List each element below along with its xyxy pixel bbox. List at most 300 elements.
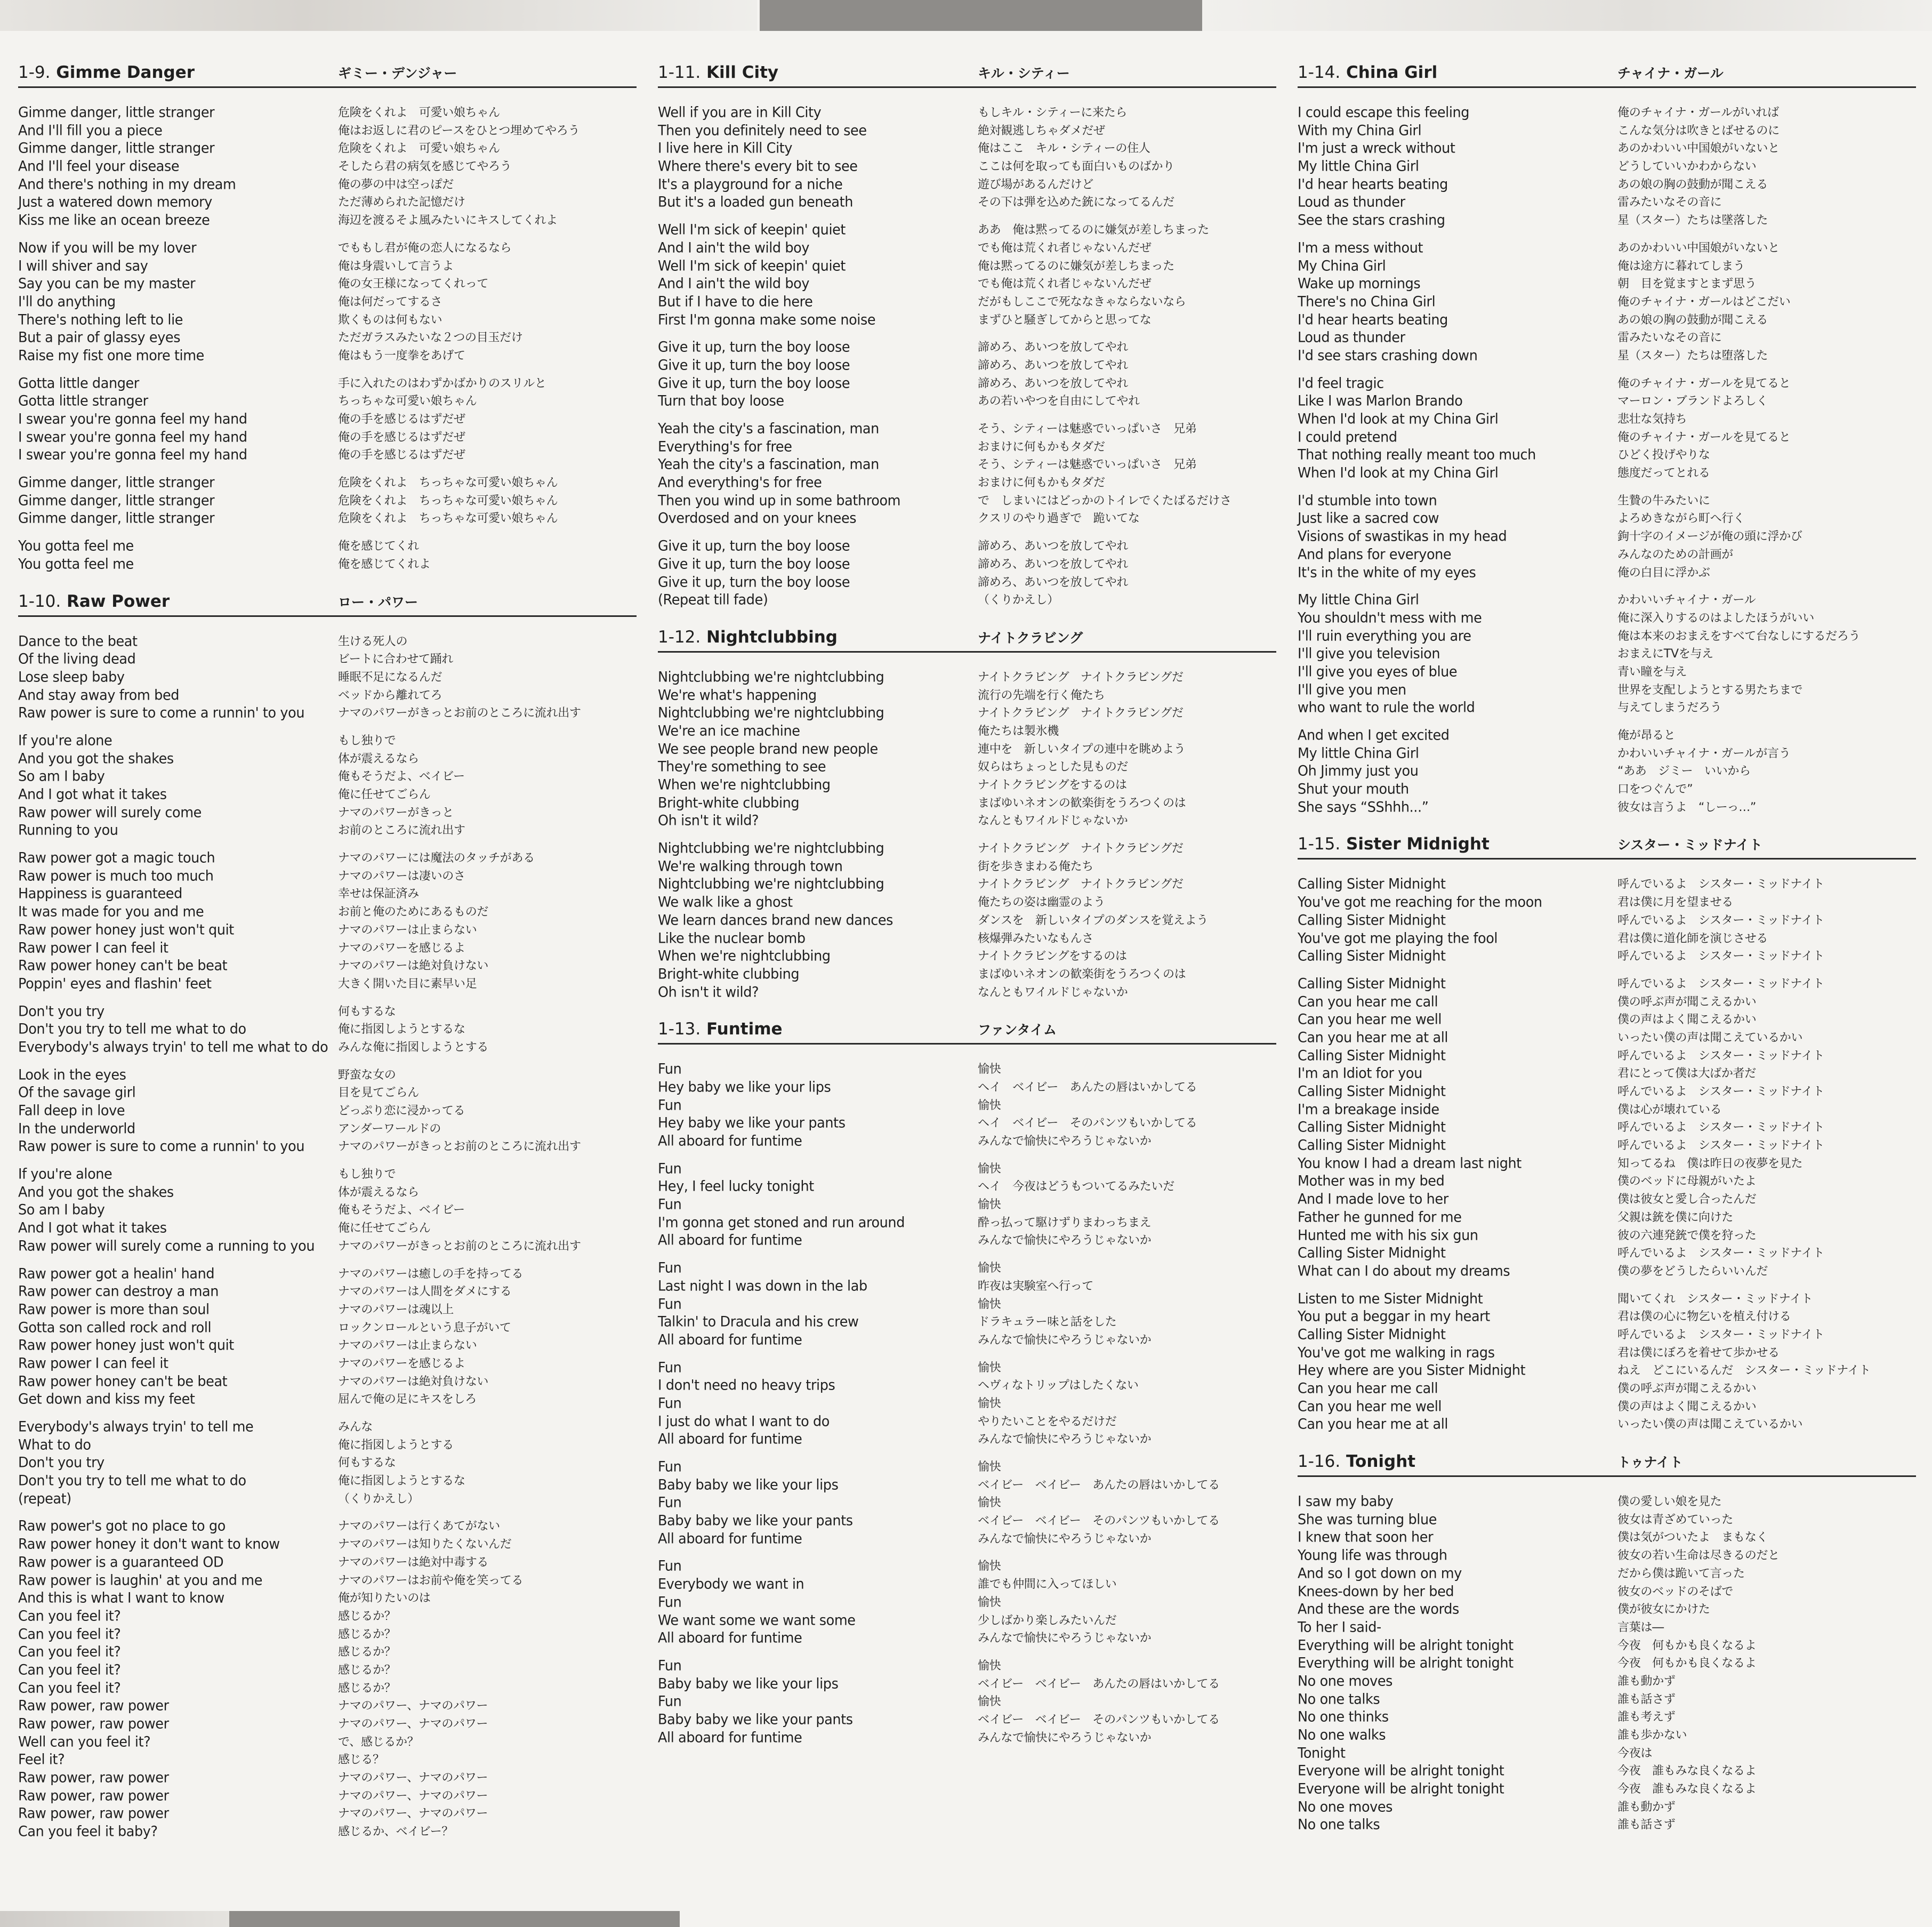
lyric-japanese: そう、シティーは魅惑でいっぱいさ 兄弟	[978, 458, 1197, 472]
lyric-english: Everything will be alright tonight	[1298, 1636, 1514, 1654]
lyric-english: Give it up, turn the boy loose	[658, 339, 850, 356]
lyric-english: Baby baby we like your pants	[658, 1711, 853, 1728]
lyric-japanese: 彼の六連発銃で僕を狩った	[1617, 1229, 1757, 1242]
lyric-line	[658, 438, 1276, 456]
song-title	[1298, 834, 1617, 854]
lyric-line	[658, 1657, 1276, 1675]
lyric-line	[1298, 591, 1916, 609]
lyric-line	[1298, 1798, 1916, 1817]
lyric-japanese: そう、シティーは魅惑でいっぱいさ 兄弟	[978, 422, 1197, 436]
lyric-japanese: よろめきながら町へ行く	[1617, 512, 1745, 526]
lyric-line	[658, 1359, 1276, 1377]
lyric-line	[658, 894, 1276, 912]
lyric-line	[18, 239, 637, 258]
lyric-english: Raw power is much too much	[18, 867, 214, 885]
lyric-english: Calling Sister Midnight	[1298, 911, 1446, 929]
lyric-line	[1298, 510, 1916, 528]
lyric-line	[658, 556, 1276, 574]
lyric-english: Raw power honey can't be beat	[18, 1372, 228, 1390]
lyric-japanese: まばゆいネオンの歓楽街をうろつくのは	[978, 967, 1186, 981]
lyric-english: (Repeat till fade)	[658, 591, 768, 609]
lyric-line	[18, 1166, 637, 1184]
lyric-japanese: ナマのパワーは止まらない	[338, 923, 477, 937]
lyrics-column-2	[658, 63, 1276, 1765]
lyric-line	[1298, 1493, 1916, 1511]
lyric-japanese: あのかわいい中国娘がいないと	[1617, 241, 1780, 255]
lyric-english: Raw power is laughin' at you and me	[18, 1571, 263, 1589]
lyric-japanese: 俺の白目に浮かぶ	[1617, 566, 1710, 580]
lyric-english: Knees-down by her bed	[1298, 1583, 1454, 1600]
lyric-japanese: 何もするな	[338, 1005, 396, 1018]
verse	[658, 339, 1276, 411]
lyric-japanese: 諦めろ、あいつを放してやれ	[978, 358, 1129, 372]
lyric-line	[658, 722, 1276, 741]
lyric-english: Fun	[658, 1494, 682, 1512]
lyric-japanese: （くりかえし）	[978, 593, 1059, 607]
lyric-line	[658, 812, 1276, 830]
lyric-japanese: ナマのパワー、ナマのパワー	[338, 1771, 488, 1785]
lyric-japanese: 俺たちの姿は幽霊のよう	[978, 896, 1105, 910]
verse	[18, 1418, 637, 1508]
lyric-line	[1298, 411, 1916, 429]
lyric-japanese: 僕の呼ぶ声が聞こえるかい	[1617, 1382, 1757, 1395]
lyric-japanese: でも俺は荒くれ者じゃないんだぜ	[978, 277, 1152, 291]
lyric-line	[658, 1476, 1276, 1495]
lyric-japanese: 僕の声はよく聞こえるかい	[1617, 1013, 1757, 1027]
lyric-english: Then you wind up in some bathroom	[658, 492, 901, 509]
lyric-japanese: アンダーワールドの	[338, 1122, 441, 1136]
lyric-line	[18, 786, 637, 804]
song-header	[1298, 1452, 1916, 1477]
lyric-line	[1298, 375, 1916, 393]
verse	[1298, 375, 1916, 483]
lyric-japanese: 諦めろ、あいつを放してやれ	[978, 376, 1129, 390]
lyric-line	[658, 420, 1276, 438]
lyric-line	[658, 1133, 1276, 1151]
lyric-english: To her I said-	[1298, 1618, 1381, 1636]
lyric-english: She says “SShhh...”	[1298, 798, 1429, 816]
lyric-line	[658, 1395, 1276, 1413]
lyric-japanese: ナマのパワーはお前や俺を笑ってる	[338, 1573, 524, 1587]
lyric-line	[18, 176, 637, 194]
lyric-japanese: 何もするな	[338, 1456, 396, 1470]
lyric-japanese: 僕のベッドに母親がいたよ	[1617, 1175, 1757, 1189]
lyric-english: Can you hear me well	[1298, 1398, 1442, 1415]
lyric-line	[18, 1787, 637, 1805]
lyric-japanese: みんなで愉快にやろうじゃないか	[978, 1731, 1152, 1745]
lyric-line	[658, 741, 1276, 759]
lyric-japanese: あの娘の胸の鼓動が聞こえる	[1617, 313, 1768, 327]
lyric-english: It's a playground for a niche	[658, 175, 843, 193]
lyric-english: Fun	[658, 1196, 682, 1213]
lyric-line	[18, 822, 637, 840]
lyric-japanese: ねえ どこにいるんだ シスター・ミッドナイト	[1617, 1364, 1871, 1378]
lyric-english: And when I get excited	[1298, 727, 1450, 744]
lyric-english: Raw power is a guaranteed OD	[18, 1553, 224, 1571]
lyric-japanese: で しまいにはどっかのトイレでくたばるだけさ	[978, 494, 1231, 508]
lyric-japanese: ナイトクラビングをするのは	[978, 778, 1127, 792]
lyric-japanese: ただガラスみたいな２つの目玉だけ	[338, 331, 523, 345]
verse	[658, 1259, 1276, 1349]
lyric-line	[18, 1003, 637, 1021]
lyric-english: Can you feel it baby?	[18, 1823, 158, 1840]
lyric-line	[658, 1576, 1276, 1594]
lyric-line	[18, 687, 637, 705]
lyric-japanese: 今夜は	[1617, 1746, 1653, 1760]
lyric-line	[658, 510, 1276, 528]
lyric-japanese: 愉快	[978, 1460, 1001, 1474]
lyric-english: Get down and kiss my feet	[18, 1391, 195, 1408]
song-title-japanese: シスター・ミッドナイト	[1617, 837, 1763, 853]
lyric-line	[1298, 912, 1916, 930]
lyric-japanese: 今夜 何もかも良くなるよ	[1617, 1639, 1757, 1652]
lyric-line	[1298, 1673, 1916, 1691]
lyric-japanese: 俺のチャイナ・ガールを見てると	[1617, 430, 1791, 444]
lyric-japanese: 星（スター）たちは墜落した	[1617, 214, 1768, 228]
lyric-english: Everybody's always tryin' to tell me what to do	[18, 1038, 328, 1056]
lyric-line	[18, 104, 637, 122]
lyric-line	[658, 1160, 1276, 1178]
lyric-japanese: お前のところに流れ出す	[338, 824, 465, 838]
lyric-line	[1298, 1691, 1916, 1709]
lyric-japanese: 君にとって僕は大ばか者だ	[1617, 1067, 1756, 1081]
lyric-english: And these are the words	[1298, 1601, 1459, 1618]
lyric-english: All aboard for funtime	[658, 1629, 802, 1647]
verse	[18, 732, 637, 840]
lyric-line	[18, 1680, 637, 1698]
lyric-english: Can you feel it?	[18, 1679, 121, 1697]
track-number: 1-9.	[18, 63, 51, 82]
lyric-english: (repeat)	[18, 1490, 71, 1507]
lyric-japanese: まずひと騒ぎしてからと思ってな	[978, 313, 1152, 327]
lyric-japanese: ナマのパワーは知りたくないんだ	[338, 1538, 512, 1552]
lyric-english: Raw power honey just won't quit	[18, 1337, 234, 1354]
lyric-japanese: 君は僕に月を望ませる	[1617, 896, 1734, 910]
lyric-english: See the stars crashing	[1298, 212, 1445, 229]
lyric-line	[18, 1265, 637, 1283]
lyric-japanese: みんなで愉快にやろうじゃないか	[978, 1333, 1152, 1347]
lyric-japanese: 絶対観逃しちゃダメだぜ	[978, 124, 1105, 138]
lyric-english: They're something to see	[658, 758, 826, 776]
lyric-line	[1298, 311, 1916, 330]
lyric-english: Look in the eyes	[18, 1066, 126, 1083]
lyric-english: Can you hear me at all	[1298, 1029, 1448, 1046]
lyric-japanese: でももし君が俺の恋人になるなら	[338, 241, 512, 255]
song-title-text: Sister Midnight	[1346, 834, 1490, 854]
lyric-english: Raw power got a healin' hand	[18, 1265, 215, 1282]
lyric-japanese: 愉快	[978, 1262, 1001, 1275]
lyric-line	[1298, 1244, 1916, 1263]
lyric-line	[1298, 1780, 1916, 1798]
lyric-english: Hey baby we like your lips	[658, 1078, 831, 1096]
lyric-line	[18, 1643, 637, 1661]
verse	[658, 221, 1276, 329]
lyric-line	[658, 1458, 1276, 1476]
lyric-english: Raw power, raw power	[18, 1769, 169, 1786]
lyric-japanese: ベイビー ベイビー そのパンツもいかしてる	[978, 1713, 1220, 1727]
verse	[1298, 1290, 1916, 1434]
track-number: 1-11.	[658, 63, 701, 82]
lyric-japanese: おまえにTVを与え	[1617, 647, 1713, 661]
lyric-japanese: クスリのやり過ぎで 跪いてな	[978, 512, 1140, 526]
lyric-japanese: 悲壮な気持ち	[1617, 413, 1687, 426]
lyric-english: Gimme danger, little stranger	[18, 140, 215, 157]
lyric-line	[18, 1391, 637, 1409]
song-block	[658, 628, 1276, 1001]
lyric-japanese: 青い瞳を与え	[1617, 665, 1687, 679]
lyric-japanese: ナイトクラビング ナイトクラビングだ	[978, 670, 1184, 684]
lyric-japanese: 愉快	[978, 1063, 1001, 1077]
lyric-line	[658, 392, 1276, 411]
lyric-line	[1298, 894, 1916, 912]
lyric-english: Overdosed and on your knees	[658, 510, 857, 527]
lyric-japanese: 今夜 誰もみな良くなるよ	[1617, 1764, 1757, 1778]
lyric-line	[658, 1693, 1276, 1711]
lyric-japanese: 愉快	[978, 1098, 1001, 1112]
lyric-japanese: 俺は何だってするさ	[338, 295, 442, 309]
lyric-english: You gotta feel me	[18, 555, 134, 573]
lyric-english: We learn dances brand new dances	[658, 911, 893, 929]
lyric-english: It's in the white of my eyes	[1298, 564, 1476, 581]
song-title-japanese: ロー・パワー	[338, 594, 418, 610]
lyric-line	[18, 311, 637, 330]
lyric-english: There's no China Girl	[1298, 293, 1436, 310]
lyric-english: I could escape this feeling	[1298, 104, 1470, 121]
lyric-english: Everyone will be alright tonight	[1298, 1762, 1504, 1780]
lyric-japanese: 危険をくれよ 可愛い娘ちゃん	[338, 106, 500, 119]
bottom-gray-bar	[229, 1911, 680, 1927]
lyric-japanese: 彼女の若い生命は尽きるのだと	[1617, 1549, 1780, 1563]
lyric-japanese: 僕の呼ぶ声が聞こえるかい	[1617, 995, 1757, 1009]
lyric-japanese: 誰でも仲間に入ってほしい	[978, 1578, 1117, 1592]
lyric-japanese: 遊び場があるんだけど	[978, 178, 1094, 191]
lyric-japanese: 野蛮な女の	[338, 1068, 396, 1082]
lyric-japanese: 雷みたいなその音に	[1617, 196, 1722, 210]
lyric-japanese: 知ってるね 僕は昨日の夜夢を見た	[1617, 1157, 1803, 1170]
lyric-line	[658, 311, 1276, 330]
lyric-line	[18, 158, 637, 176]
lyric-japanese: ナマのパワーを感じるよ	[338, 941, 465, 955]
lyric-line	[658, 1494, 1276, 1512]
lyric-line	[658, 876, 1276, 894]
lyric-japanese: ナマのパワーには魔法のタッチがある	[338, 852, 535, 865]
lyric-line	[18, 474, 637, 492]
lyric-line	[18, 750, 637, 768]
lyric-japanese: 俺のチャイナ・ガールがいれば	[1617, 106, 1779, 119]
lyric-japanese: （くりかえし）	[338, 1492, 419, 1506]
lyric-english: Raw power honey can't be beat	[18, 957, 228, 975]
track-number: 1-12.	[658, 627, 701, 647]
lyric-japanese: なんともワイルドじゃないか	[978, 814, 1128, 828]
lyric-line	[1298, 762, 1916, 781]
lyric-english: Raw power, raw power	[18, 1787, 169, 1804]
lyric-japanese: どうしていいかわからない	[1617, 160, 1757, 174]
lyric-line	[658, 1196, 1276, 1214]
lyric-english: And plans for everyone	[1298, 545, 1452, 563]
lyric-line	[1298, 993, 1916, 1011]
verse	[1298, 876, 1916, 965]
lyric-japanese: ここは何を取っても面白いものばかり	[978, 160, 1174, 174]
lyric-english: Can you feel it?	[18, 1643, 121, 1661]
lyric-english: Fun	[658, 1458, 682, 1475]
lyric-english: We're walking through town	[658, 857, 843, 875]
lyric-line	[18, 1184, 637, 1202]
lyric-english: Calling Sister Midnight	[1298, 1083, 1446, 1100]
lyric-english: I'm just a wreck without	[1298, 140, 1455, 157]
lyric-japanese: 俺の手を感じるはずだぜ	[338, 413, 465, 426]
lyric-english: Raw power is sure to come a runnin' to you	[18, 704, 305, 722]
lyric-line	[18, 1517, 637, 1536]
lyric-line	[18, 537, 637, 556]
lyric-line	[1298, 1362, 1916, 1380]
lyric-english: Then you definitely need to see	[658, 122, 867, 139]
lyric-english: Where there's every bit to see	[658, 158, 858, 175]
lyric-line	[18, 633, 637, 651]
lyric-english: What to do	[18, 1436, 91, 1454]
lyric-japanese: ナマのパワー、ナマのパワー	[338, 1699, 488, 1713]
verse	[658, 1359, 1276, 1449]
lyric-english: And so I got down on my	[1298, 1564, 1462, 1582]
lyric-line	[18, 1066, 637, 1085]
lyric-line	[18, 375, 637, 393]
lyric-line	[658, 1114, 1276, 1133]
lyric-english: I knew that soon her	[1298, 1529, 1434, 1546]
lyric-line	[1298, 546, 1916, 564]
lyric-english: who want to rule the world	[1298, 699, 1475, 717]
lyric-line	[18, 1661, 637, 1680]
song-block	[1298, 1452, 1916, 1834]
lyric-japanese: ナマのパワーは止まらない	[338, 1339, 477, 1353]
lyric-japanese: 感じるか、ベイビー？	[338, 1825, 454, 1839]
lyric-japanese: あのかわいい中国娘がいないと	[1617, 142, 1780, 156]
lyric-line	[1298, 1101, 1916, 1119]
song-title-japanese: ギミー・デンジャー	[338, 66, 457, 81]
lyric-line	[658, 239, 1276, 258]
lyric-english: And I'll feel your disease	[18, 158, 180, 175]
lyric-line	[658, 930, 1276, 948]
lyric-line	[18, 804, 637, 822]
top-gray-bar	[760, 0, 1202, 31]
lyric-japanese: 俺もそうだよ、ベイビー	[338, 770, 465, 784]
lyric-line	[1298, 1655, 1916, 1673]
lyric-english: So am I baby	[18, 1201, 105, 1219]
lyric-japanese: ヘイ 今夜はどうもついてるみたいだ	[978, 1180, 1174, 1194]
song-title-text: Funtime	[706, 1019, 783, 1039]
lyric-line	[658, 1178, 1276, 1196]
verse	[18, 849, 637, 993]
lyric-english: Well can you feel it?	[18, 1733, 151, 1751]
lyric-english: Calling Sister Midnight	[1298, 876, 1446, 893]
lyric-english: Bright-white clubbing	[658, 794, 800, 812]
lyric-english: I'd hear hearts beating	[1298, 311, 1448, 328]
lyric-japanese: 諦めろ、あいつを放してやれ	[978, 540, 1129, 553]
lyric-japanese: で、感じるか？	[338, 1735, 419, 1749]
lyric-english: No one moves	[1298, 1798, 1393, 1816]
lyric-english: We're what's happening	[658, 686, 817, 704]
lyric-english: Fun	[658, 1096, 682, 1114]
lyric-japanese: 雷みたいなその音に	[1617, 331, 1722, 345]
lyric-english: If you're alone	[18, 732, 112, 749]
lyric-english: We're an ice machine	[658, 722, 800, 740]
lyric-japanese: みんなで愉快にやろうじゃないか	[978, 1532, 1152, 1546]
lyric-english: Fun	[658, 1557, 682, 1575]
lyric-line	[1298, 1011, 1916, 1029]
lyric-english: Raw power's got no place to go	[18, 1517, 226, 1535]
lyric-japanese: ナイトクラビングをするのは	[978, 950, 1127, 964]
lyric-english: She was turning blue	[1298, 1511, 1437, 1528]
lyric-japanese: ナマのパワーは癒しの手を持ってる	[338, 1267, 524, 1281]
lyric-japanese: 奴らはちょっとした見ものだ	[978, 760, 1129, 774]
lyric-japanese: 僕は彼女と愛し合ったんだ	[1617, 1193, 1757, 1207]
lyric-line	[658, 158, 1276, 176]
lyric-line	[18, 868, 637, 886]
lyric-japanese: ナマのパワーは魂以上	[338, 1303, 454, 1316]
lyric-line	[18, 704, 637, 722]
lyric-japanese: 誰も動かず	[1617, 1800, 1676, 1814]
lyric-japanese: 父親は銃を僕に向けた	[1617, 1210, 1734, 1224]
lyric-english: And I made love to her	[1298, 1191, 1448, 1208]
song-header	[18, 592, 637, 617]
lyric-line	[18, 885, 637, 903]
lyric-japanese: ナイトクラビング ナイトクラビングだ	[978, 842, 1184, 856]
lyric-japanese: やりたいことをやるだけだ	[978, 1415, 1117, 1428]
lyric-line	[1298, 1601, 1916, 1619]
lyric-japanese: 俺は身震いして言うよ	[338, 259, 454, 273]
song-title-text: Gimme Danger	[56, 63, 195, 82]
lyric-japanese: 呼んでいるよ シスター・ミッドナイト	[1617, 913, 1824, 927]
lyric-english: Baby baby we like your lips	[658, 1675, 839, 1692]
lyric-japanese: 呼んでいるよ シスター・ミッドナイト	[1617, 1247, 1824, 1260]
lyric-line	[658, 492, 1276, 510]
lyric-line	[658, 1530, 1276, 1548]
lyric-line	[1298, 663, 1916, 681]
lyric-english: All aboard for funtime	[658, 1331, 802, 1348]
verse	[18, 633, 637, 722]
lyric-japanese: ナマのパワーは絶対中毒する	[338, 1555, 489, 1569]
lyric-japanese: ナマのパワーを感じるよ	[338, 1356, 465, 1370]
lyric-line	[658, 537, 1276, 556]
lyric-english: Raw power, raw power	[18, 1715, 169, 1732]
verse	[1298, 239, 1916, 365]
lyric-english: Yeah the city's a fascination, man	[658, 456, 879, 473]
lyric-english: And this is what I want to know	[18, 1589, 224, 1607]
lyric-line	[658, 1278, 1276, 1296]
lyric-line	[18, 1769, 637, 1787]
lyric-line	[658, 258, 1276, 276]
track-number: 1-16.	[1298, 1452, 1341, 1472]
lyric-english: You shouldn't mess with me	[1298, 609, 1482, 627]
lyric-english: When we're nightclubbing	[658, 776, 831, 793]
lyric-japanese: 生ける死人の	[338, 635, 408, 648]
lyric-english: My China Girl	[1298, 257, 1386, 275]
lyric-line	[1298, 464, 1916, 483]
song-title-japanese: キル・シティー	[978, 66, 1070, 81]
lyric-japanese: ナイトクラビング ナイトクラビングだ	[978, 706, 1184, 720]
lyric-line	[1298, 1173, 1916, 1191]
track-number: 1-10.	[18, 591, 61, 611]
lyric-japanese: みんな	[338, 1420, 373, 1434]
verse	[658, 420, 1276, 528]
lyric-japanese: 俺の手を感じるはずだぜ	[338, 448, 465, 462]
lyric-line	[18, 1454, 637, 1472]
lyric-japanese: 呼んでいるよ シスター・ミッドナイト	[1617, 1328, 1824, 1342]
lyric-japanese: 彼女は青ざめていった	[1617, 1513, 1734, 1527]
song-title-text: Raw Power	[67, 591, 170, 611]
verse	[658, 669, 1276, 830]
verse	[18, 537, 637, 573]
lyric-line	[18, 1626, 637, 1644]
lyric-english: I'll give you television	[1298, 645, 1440, 663]
